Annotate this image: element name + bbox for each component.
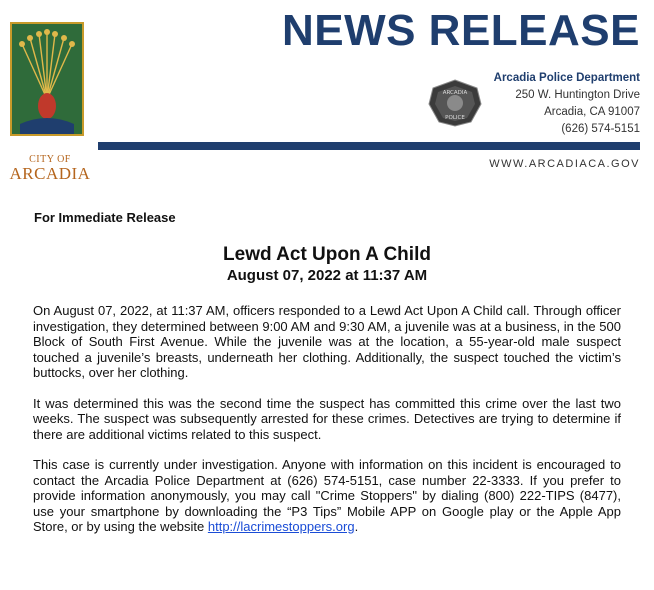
body-paragraph-3 xyxy=(33,457,621,535)
peacock-icon xyxy=(12,24,82,134)
body-paragraph-3-end: . xyxy=(354,519,359,534)
department-address-line2: Arcadia, CA 91007 xyxy=(544,106,640,118)
release-label: For Immediate Release xyxy=(34,210,176,225)
police-badge-icon xyxy=(425,78,485,128)
release-body xyxy=(33,303,621,550)
logo-arcadia-text: ARCADIA xyxy=(9,164,91,183)
website-url: WWW.ARCADIACA.GOV xyxy=(489,158,640,170)
city-of-arcadia-logo xyxy=(9,22,91,183)
department-phone: (626) 574-5151 xyxy=(561,123,640,135)
page-title: NEWS RELEASE xyxy=(281,6,640,55)
department-address-line1: 250 W. Huntington Drive xyxy=(515,89,640,101)
body-paragraph-3-text: This case is currently under investigation. Anyone with information on this incident is encouraged to contact the Arcadia Police Department at (626) 574-5151, case number 22-3333. If you prefer to provide information anonymously, you may call "Crime Stoppers" by dialing (800) 222-TIPS (8477), use your smartphone by downloading the “P3 Tips” Mobile APP on Google play or the Apple App Store, or by using the website xyxy=(33,457,621,534)
crime-stoppers-link[interactable]: http://lacrimestoppers.org xyxy=(207,519,355,534)
release-headline: Lewd Act Upon A Child xyxy=(223,244,431,265)
logo-city-of-text: CITY OF xyxy=(29,154,71,165)
body-paragraph-1: On August 07, 2022, at 11:37 AM, officers responded to a Lewd Act Upon A Child call. Through officer investigation, they determined between 9:00 AM and 9:30 AM, a juvenile was at a business, in the 500 Block of South First Avenue. While the juvenile was at the location, a 55-year-old male suspect touched a juvenile’s breasts, underneath her clothing. Additionally, the suspect touched the victim’s buttocks, over her clothing. xyxy=(33,303,621,380)
badge-top-text: ARCADIA xyxy=(442,90,468,96)
logo-emblem xyxy=(10,22,84,136)
header-divider xyxy=(98,142,640,150)
badge-bottom-text: POLICE xyxy=(445,115,465,121)
release-dateline: August 07, 2022 at 11:37 AM xyxy=(226,267,428,284)
body-paragraph-2: It was determined this was the second time the suspect has committed this crime over the last two weeks. The suspect was subsequently arrested for these crimes. Detectives are trying to determine if there are additional victims related to this suspect. xyxy=(33,395,621,442)
department-contact xyxy=(494,70,640,138)
department-name: Arcadia Police Department xyxy=(493,72,640,84)
